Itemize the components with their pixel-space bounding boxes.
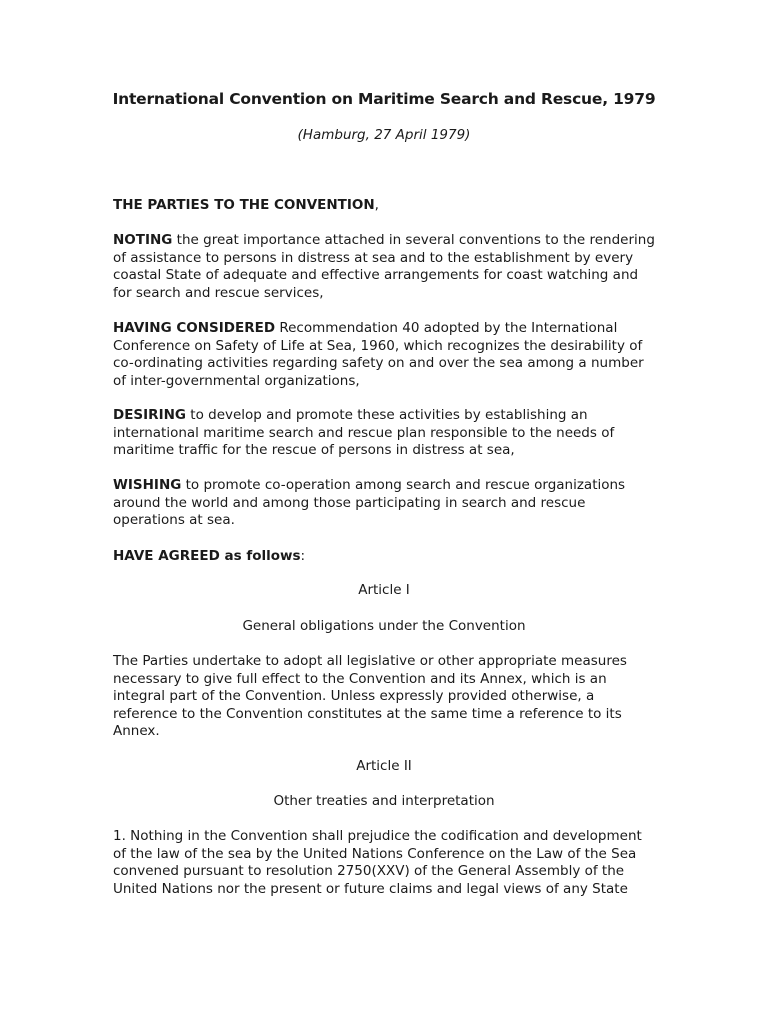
desiring-text: to develop and promote these activities by establishing an international maritime search and rescue plan responsible to the needs of maritime traffic for the rescue of persons in distress at sea, bbox=[113, 407, 615, 458]
wishing-text: to promote co-operation among search and rescue organizations around the world and among those participating in search and rescue operations at sea. bbox=[113, 477, 626, 528]
preamble-heading-bold: THE PARTIES TO THE CONVENTION bbox=[113, 197, 375, 213]
noting-keyword: NOTING bbox=[113, 232, 173, 248]
paragraph-desiring bbox=[113, 407, 658, 460]
document-title: International Convention on Maritime Search and Rescue, 1979 bbox=[112, 90, 656, 108]
having-considered-keyword: HAVING CONSIDERED bbox=[113, 320, 276, 336]
document-subtitle: (Hamburg, 27 April 1979) bbox=[297, 127, 471, 143]
noting-text: the great importance attached in several conventions to the rendering of assistance to persons in distress at sea and to the establishment by every coastal State of adequate and effective arrangements for coast watching and for search and rescue services, bbox=[113, 232, 655, 301]
article-2-number: Article II bbox=[356, 758, 412, 774]
article-1-text: The Parties undertake to adopt all legislative or other appropriate measures necessary to give full effect to the Convention and its Annex, which is an integral part of the Convention. Unless expressly provided otherwise, a reference to the Convention constitutes at the same time a reference to its Annex. bbox=[113, 653, 627, 739]
have-agreed-bold: HAVE AGREED as follows bbox=[113, 548, 301, 564]
preamble-heading bbox=[113, 197, 658, 215]
preamble-heading-rest: , bbox=[374, 197, 379, 213]
article-2-heading: Other treaties and interpretation bbox=[273, 793, 495, 809]
paragraph-noting bbox=[113, 232, 658, 302]
desiring-keyword: DESIRING bbox=[113, 407, 186, 423]
having-considered-text: Recommendation 40 adopted by the International Conference on Safety of Life at Sea, 1960, which recognizes the desirability of co-ordinating activities regarding safety on and over the sea among a number of inter-governmental organizations, bbox=[113, 320, 644, 389]
article-2-text: 1. Nothing in the Convention shall prejudice the codification and development of the law of the sea by the United Nations Conference on the Law of the Sea convened pursuant to resolution 2750(XXV) of the General Assembly of the United Nations nor the present or future claims and legal views of any State bbox=[113, 828, 642, 897]
wishing-keyword: WISHING bbox=[113, 477, 182, 493]
have-agreed-line bbox=[113, 548, 658, 566]
article-1-number: Article I bbox=[358, 582, 410, 598]
paragraph-wishing bbox=[113, 477, 658, 530]
have-agreed-rest: : bbox=[300, 548, 306, 564]
paragraph-having-considered bbox=[113, 320, 658, 390]
article-1-heading: General obligations under the Convention bbox=[242, 618, 526, 634]
